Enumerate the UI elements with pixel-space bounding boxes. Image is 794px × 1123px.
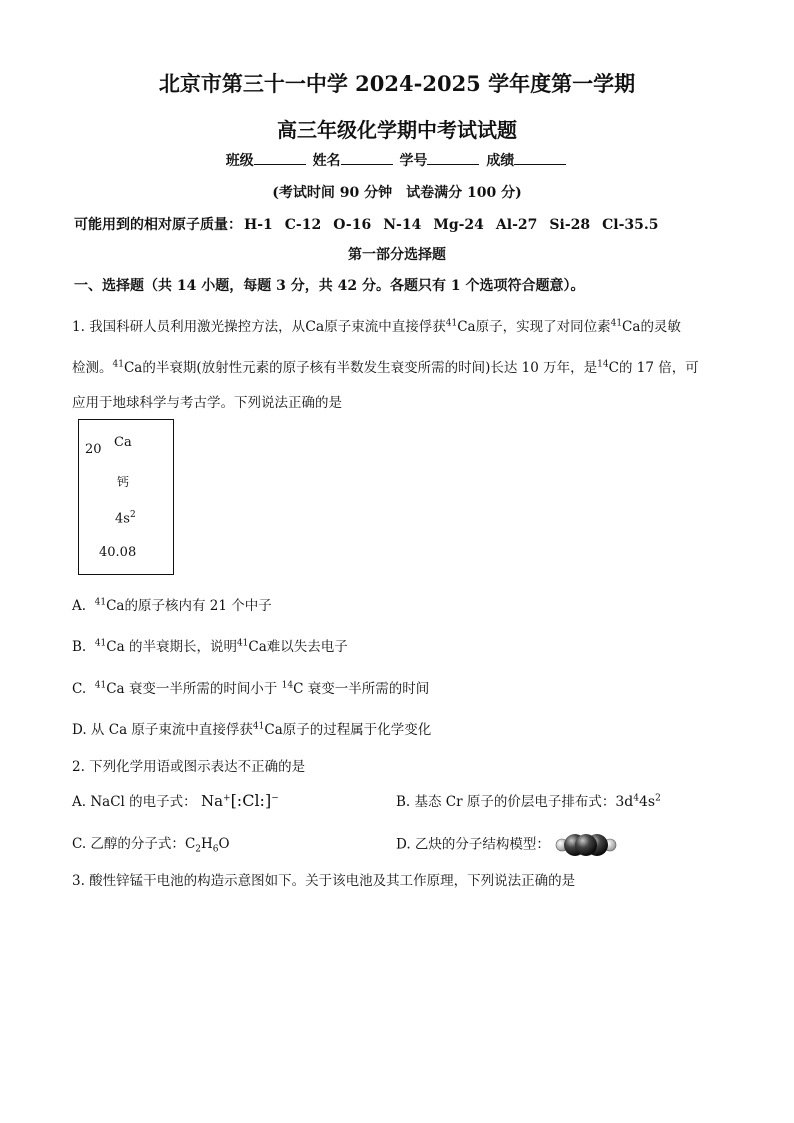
q2-option-a[interactable]: A. NaCl 的电子式： Na+[:Cl:]− [72, 791, 279, 810]
q2-option-b[interactable]: B. 基态 Cr 原子的价层电子排布式：$3d^44s^2$ [396, 793, 661, 810]
mass-item: O-16 [333, 217, 372, 233]
q1-option-c[interactable]: C. $^{41}$Ca 衰变一半所需的时间小于 $^{14}$C 衰变一半所需的时间 [72, 680, 430, 697]
field-class-label: 班级 [225, 153, 254, 169]
mass-item: N-14 [383, 217, 422, 233]
q1-option-d[interactable]: D. 从 Ca 原子束流中直接俘获$^{41}$Ca原子的过程属于化学变化 [72, 721, 432, 738]
field-name-label: 姓名 [312, 153, 341, 169]
element-name: 钙 [117, 475, 130, 489]
q1-line-1: 1. 我国科研人员利用激光操控方法，从Ca原子束流中直接俘获$^{41}$Ca原子，实现了对同位素$^{41}$Ca的灵敏 [72, 318, 681, 335]
exam-subtitle: 高三年级化学期中考试试题 [277, 118, 517, 142]
section-title: 第一部分选择题 [348, 247, 446, 263]
field-score-label: 成绩 [486, 153, 515, 169]
q1-line-2: 检测。$^{41}$Ca的半衰期(放射性元素的原子核有半数发生衰变所需的时间)长达 10 万年，是$^{14}$C的 17 倍，可 [72, 359, 699, 376]
q1-option-b[interactable]: B. $^{41}$Ca 的半衰期长，说明$^{41}$Ca难以失去电子 [72, 638, 348, 655]
field-score-blank[interactable] [514, 150, 566, 165]
acetylene-model-icon [554, 832, 618, 858]
part-one-heading: 一、选择题（共 14 小题，每题 3 分，共 42 分。各题只有 1 个选项符合题意）。 [74, 278, 585, 294]
q1-line-3: 应用于地球科学与考古学。下列说法正确的是 [72, 395, 342, 411]
element-symbol: Ca [114, 435, 132, 450]
mass-item: Mg-24 [433, 217, 484, 233]
mass-item: H-1 [244, 217, 273, 233]
mass-item: Si-28 [549, 217, 591, 233]
atomic-mass: 40.08 [99, 545, 137, 560]
atomic-masses [74, 214, 671, 234]
electron-config: $4s^2$ [115, 510, 136, 527]
mass-item: Al-27 [495, 217, 538, 233]
q3-stem: 3. 酸性锌锰干电池的构造示意图如下。关于该电池及其工作原理，下列说法正确的是 [72, 873, 576, 889]
q2-option-c[interactable]: C. 乙醇的分子式：$C_2H_6O$ [72, 836, 230, 855]
mass-item: C-12 [284, 217, 322, 233]
mass-item: Cl-35.5 [602, 217, 659, 233]
q1-option-a[interactable]: A. $^{41}$Ca的原子核内有 21 个中子 [72, 597, 272, 614]
exam-title: 北京市第三十一中学 2024-2025 学年度第一学期 [158, 71, 636, 96]
masses-label: 可能用到的相对原子质量： [74, 217, 242, 233]
student-info-row [0, 150, 794, 170]
exam-time-info: (考试时间 90 分钟 试卷满分 100 分) [272, 185, 522, 201]
calcium-element-card [78, 419, 174, 575]
atomic-number: 20 [85, 442, 102, 457]
q2-option-d[interactable]: D. 乙炔的分子结构模型： [396, 832, 618, 858]
field-name-blank[interactable] [341, 150, 393, 165]
field-id-blank[interactable] [427, 150, 479, 165]
q2-stem: 2. 下列化学用语或图示表达不正确的是 [72, 759, 306, 775]
field-class-blank[interactable] [254, 150, 306, 165]
field-id-label: 学号 [399, 153, 428, 169]
